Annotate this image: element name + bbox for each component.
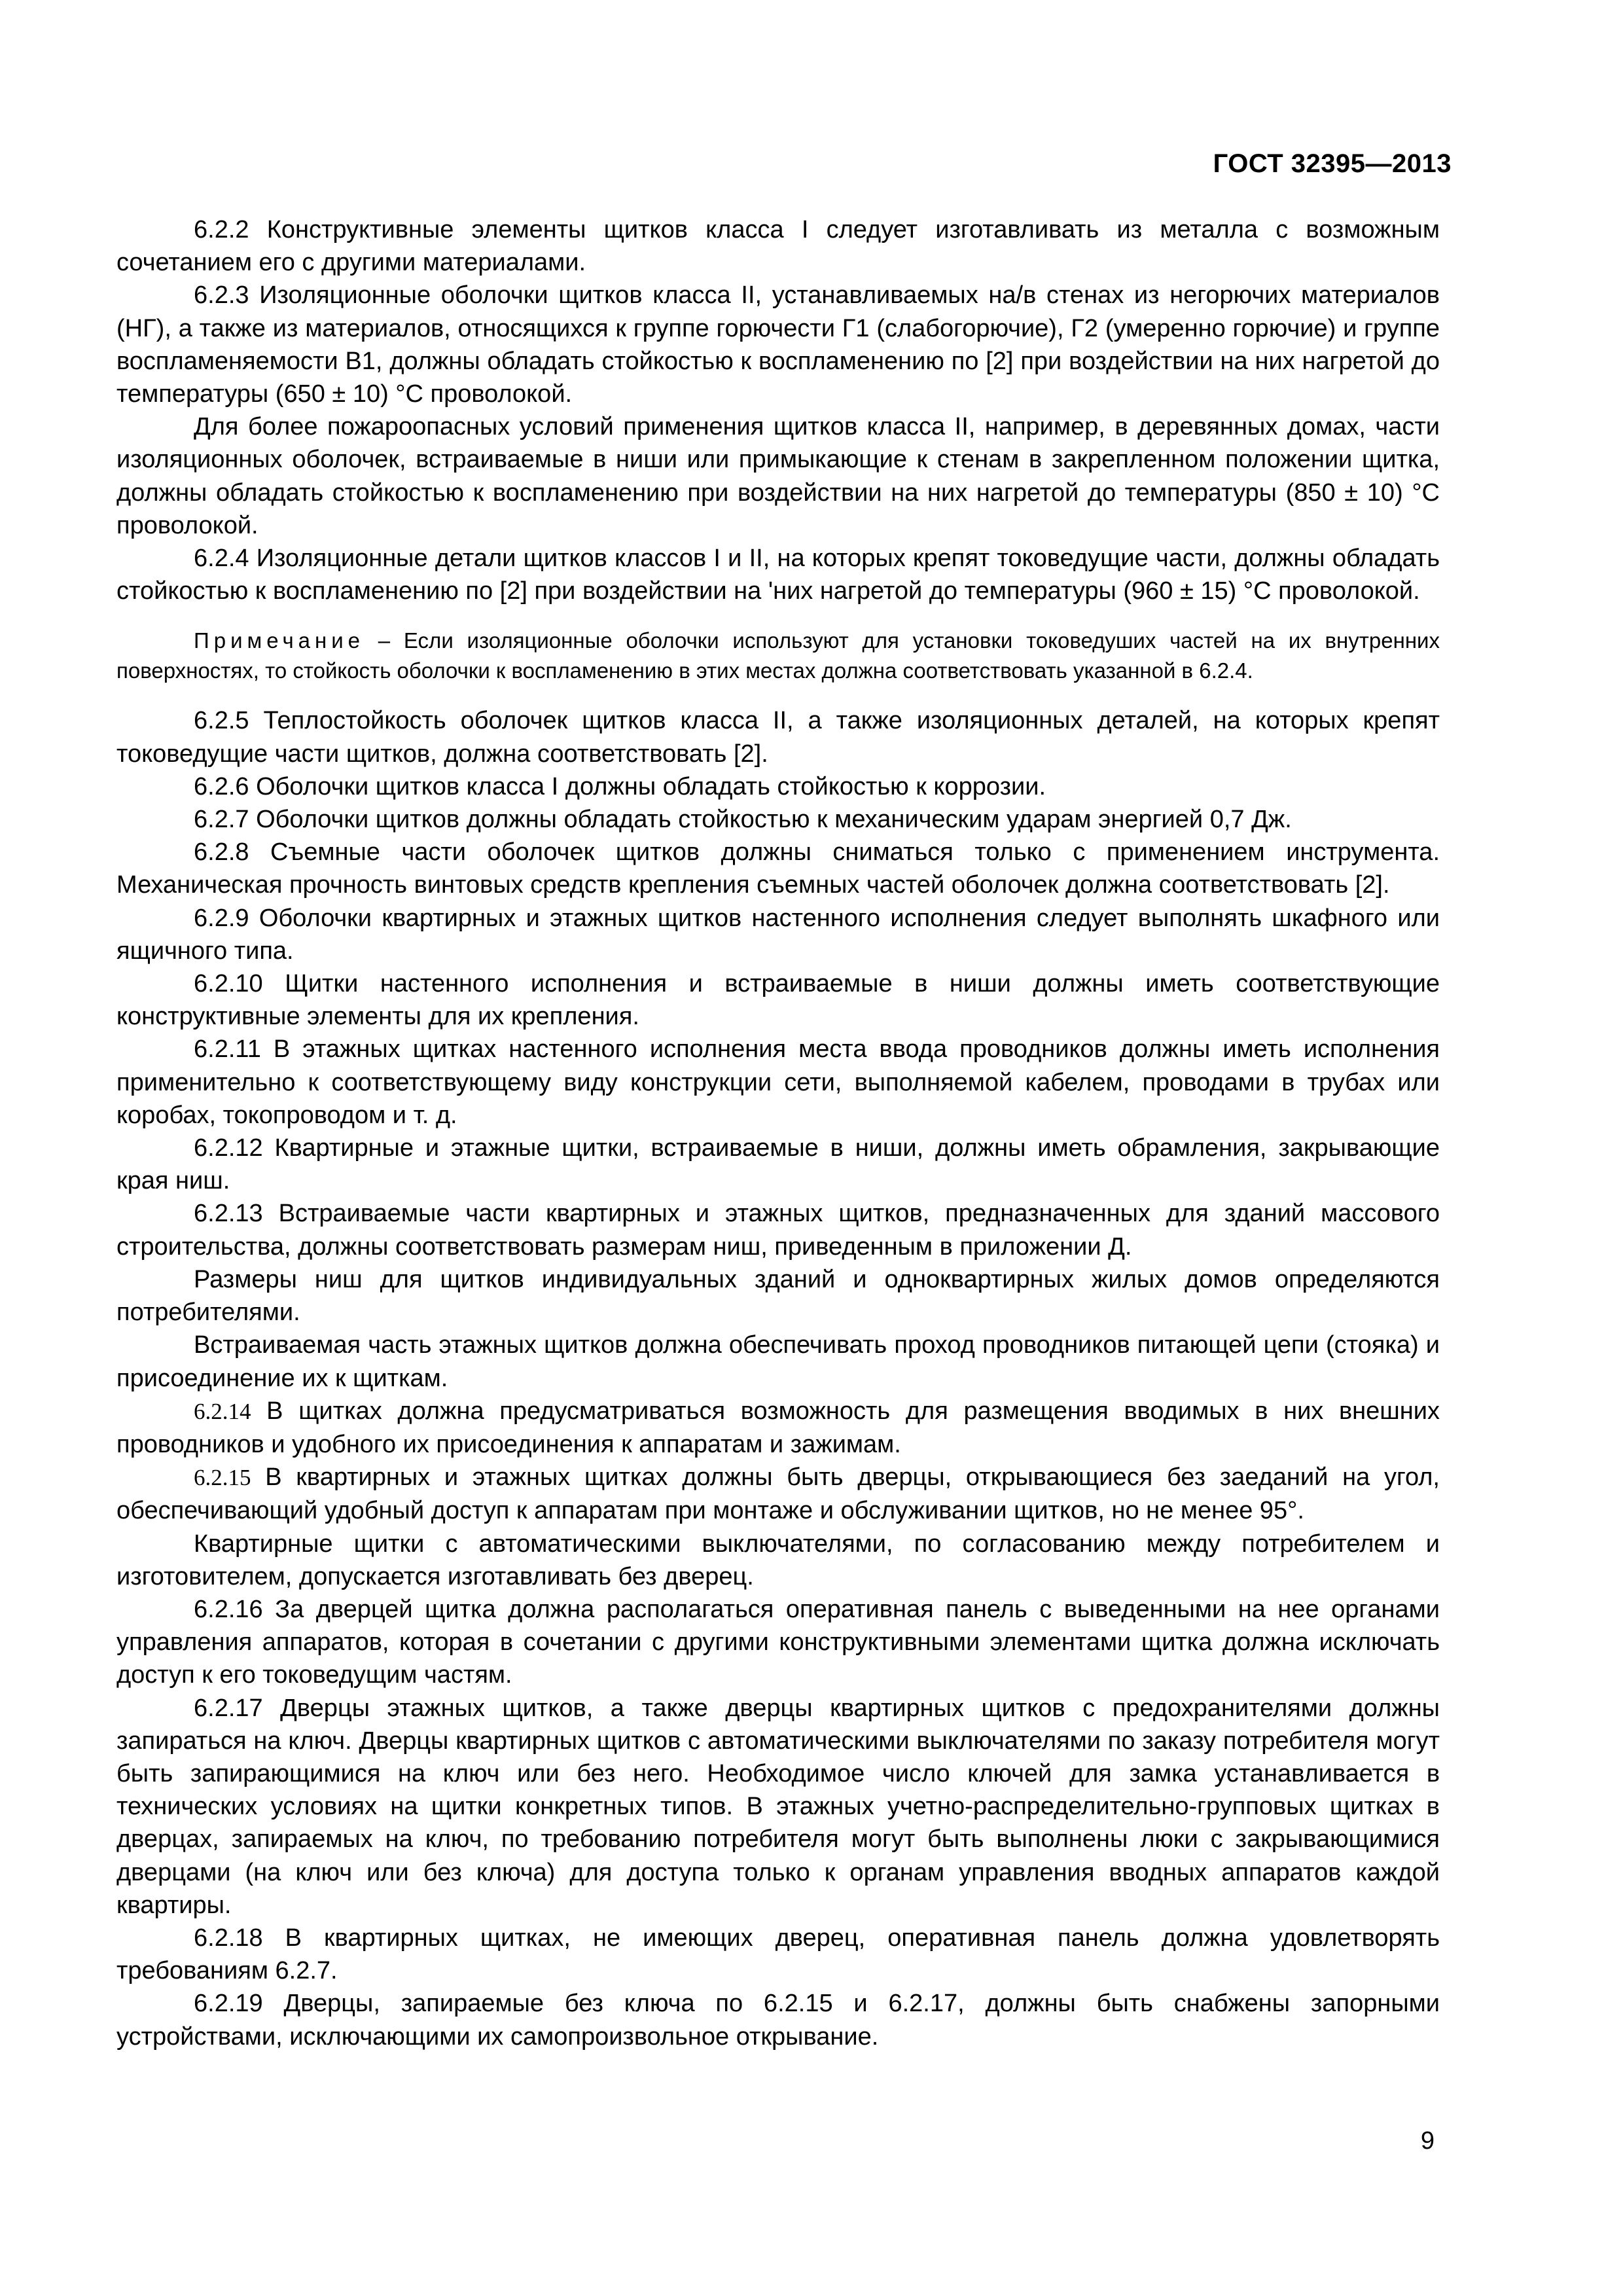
paragraph-6-2-2: 6.2.2 Конструктивные элементы щитков класса I следует изготавливать из металла с возможным сочетанием его с другими материалами. [116,216,1440,277]
clause-number: 6.2.15 [194,1465,251,1491]
paragraph-text: В щитках должна предусматриваться возможность для размещения вводимых в них внешних проводников и удобного их присоединения к аппаратам и зажимам. [116,1397,1440,1458]
paragraph-6-2-5: 6.2.5 Теплостойкость оболочек щитков класса II, а также изоляционных деталей, на которых крепят токоведущие части щитков, должна соответствовать [2]. [116,707,1440,768]
paragraph-6-2-4: 6.2.4 Изоляционные детали щитков классов I и II, на которых крепят токоведущие части, должны обладать стойкостью к воспламенению по [2] при воздействии на 'них нагретой до температуры (960 ± 15) °С проволокой. [116,545,1440,605]
paragraph-6-2-9: 6.2.9 Оболочки квартирных и этажных щитков настенного исполнения следует выполнять шкафного или ящичного типа. [116,904,1440,965]
paragraph-6-2-3-continued: Для более пожароопасных условий применения щитков класса II, например, в деревянных домах, части изоляционных оболочек, встраиваемые в ниши или примыкающие к стенам в закрепленном положении щитка, должны обладать стойкостью к воспламенению при воздействии на них нагретой до температуры (850 ± 10) °С проволокой. [116,413,1440,539]
paragraph-6-2-12: 6.2.12 Квартирные и этажные щитки, встраиваемые в ниши, должны иметь обрамления, закрывающие края ниш. [116,1134,1440,1195]
paragraph-6-2-13-riser: Встраиваемая часть этажных щитков должна обеспечивать проход проводников питающей цепи (стояка) и присоединение их к щиткам. [116,1331,1440,1392]
note [116,626,1440,686]
paragraph-6-2-18: 6.2.18 В квартирных щитках, не имеющих дверец, оперативная панель должна удовлетворять требованиям 6.2.7. [116,1924,1440,1985]
paragraph-6-2-11: 6.2.11 В этажных щитках настенного исполнения места ввода проводников должны иметь исполнения применительно к соответствующему виду конструкции сети, выполняемой кабелем, проводами в трубах или коробах, токопроводом и т. д. [116,1035,1440,1129]
paragraph-6-2-3: 6.2.3 Изоляционные оболочки щитков класса II, устанавливаемых на/в стенах из негорючих материалов (НГ), а также из материалов, относящихся к группе горючести Г1 (слабогорючие), Г2 (умеренно горючие) и группе воспламеняемости В1, должны обладать стойкостью к воспламенению по [2] при воздействии на них нагретой до температуры (650 ± 10) °С проволокой. [116,281,1440,408]
paragraph-6-2-17: 6.2.17 Дверцы этажных щитков, а также дверцы квартирных щитков с предохранителями должны запираться на ключ. Дверцы квартирных щитков с автоматическими выключателями по заказу потребителя могут быть запирающимися на ключ или без него. Необходимое число ключей для замка устанавливается в технических условиях на щитки конкретных типов. В этажных учетно-распределительно-групповых щитках в дверцах, запираемых на ключ, по требованию потребителя могут быть выполнены люки с закрывающимися дверцами (на ключ или без ключа) для доступа только к органам управления вводных аппаратов каждой квартиры. [116,1694,1440,1919]
note-text: – Если изоляционные оболочки используют для установки токоведуших частей на их внутренних поверхностях, то стойкость оболочки к воспламенению в этих местах должна соответствовать указанной в 6.2.4. [116,628,1440,683]
page-number: 9 [1420,2127,1435,2155]
paragraph-6-2-15 [116,1461,1440,1527]
paragraph-6-2-10: 6.2.10 Щитки настенного исполнения и встраиваемые в ниши должны иметь соответствующие конструктивные элементы для их крепления. [116,970,1440,1031]
document-header: ГОСТ 32395—2013 [1213,149,1452,178]
paragraph-6-2-13: 6.2.13 Встраиваемые части квартирных и этажных щитков, предназначенных для зданий массового строительства, должны соответствовать размерам ниш, приведенным в приложении Д. [116,1200,1440,1261]
paragraph-6-2-7: 6.2.7 Оболочки щитков должны обладать стойкостью к механическим ударам энергией 0,7 Дж. [194,806,1292,834]
paragraph-6-2-14 [116,1395,1440,1461]
note-label: Примечание [194,628,365,653]
paragraph-6-2-6: 6.2.6 Оболочки щитков класса I должны обладать стойкостью к коррозии. [194,772,1046,800]
paragraph-6-2-16: 6.2.16 За дверцей щитка должна располагаться оперативная панель с выведенными на нее органами управления аппаратов, которая в сочетании с другими конструктивными элементами щитка должна исключать доступ к его токоведущим частям. [116,1595,1440,1689]
paragraph-6-2-13-sizes: Размеры ниш для щитков индивидуальных зданий и одноквартирных жилых домов определяются потребителями. [116,1265,1440,1327]
clause-number: 6.2.14 [194,1398,251,1424]
paragraph-6-2-15-continued: Квартирные щитки с автоматическими выключателями, по согласованию между потребителем и изготовителем, допускается изготавливать без дверец. [116,1530,1440,1590]
paragraph-6-2-19: 6.2.19 Дверцы, запираемые без ключа по 6.2.15 и 6.2.17, должны быть снабжены запорными устройствами, исключающими их самопроизвольное открывание. [116,1990,1440,2051]
document-body [116,213,1440,2053]
paragraph-text: В квартирных и этажных щитках должны быть дверцы, открывающиеся без заеданий на угол, обеспечивающий удобный доступ к аппаратам при монтаже и обслуживании щитков, но не менее 95°. [116,1463,1440,1525]
paragraph-6-2-8: 6.2.8 Съемные части оболочек щитков должны сниматься только с применением инструмента. Механическая прочность винтовых средств крепления съемных частей оболочек должна соответствовать [2]. [116,838,1440,899]
